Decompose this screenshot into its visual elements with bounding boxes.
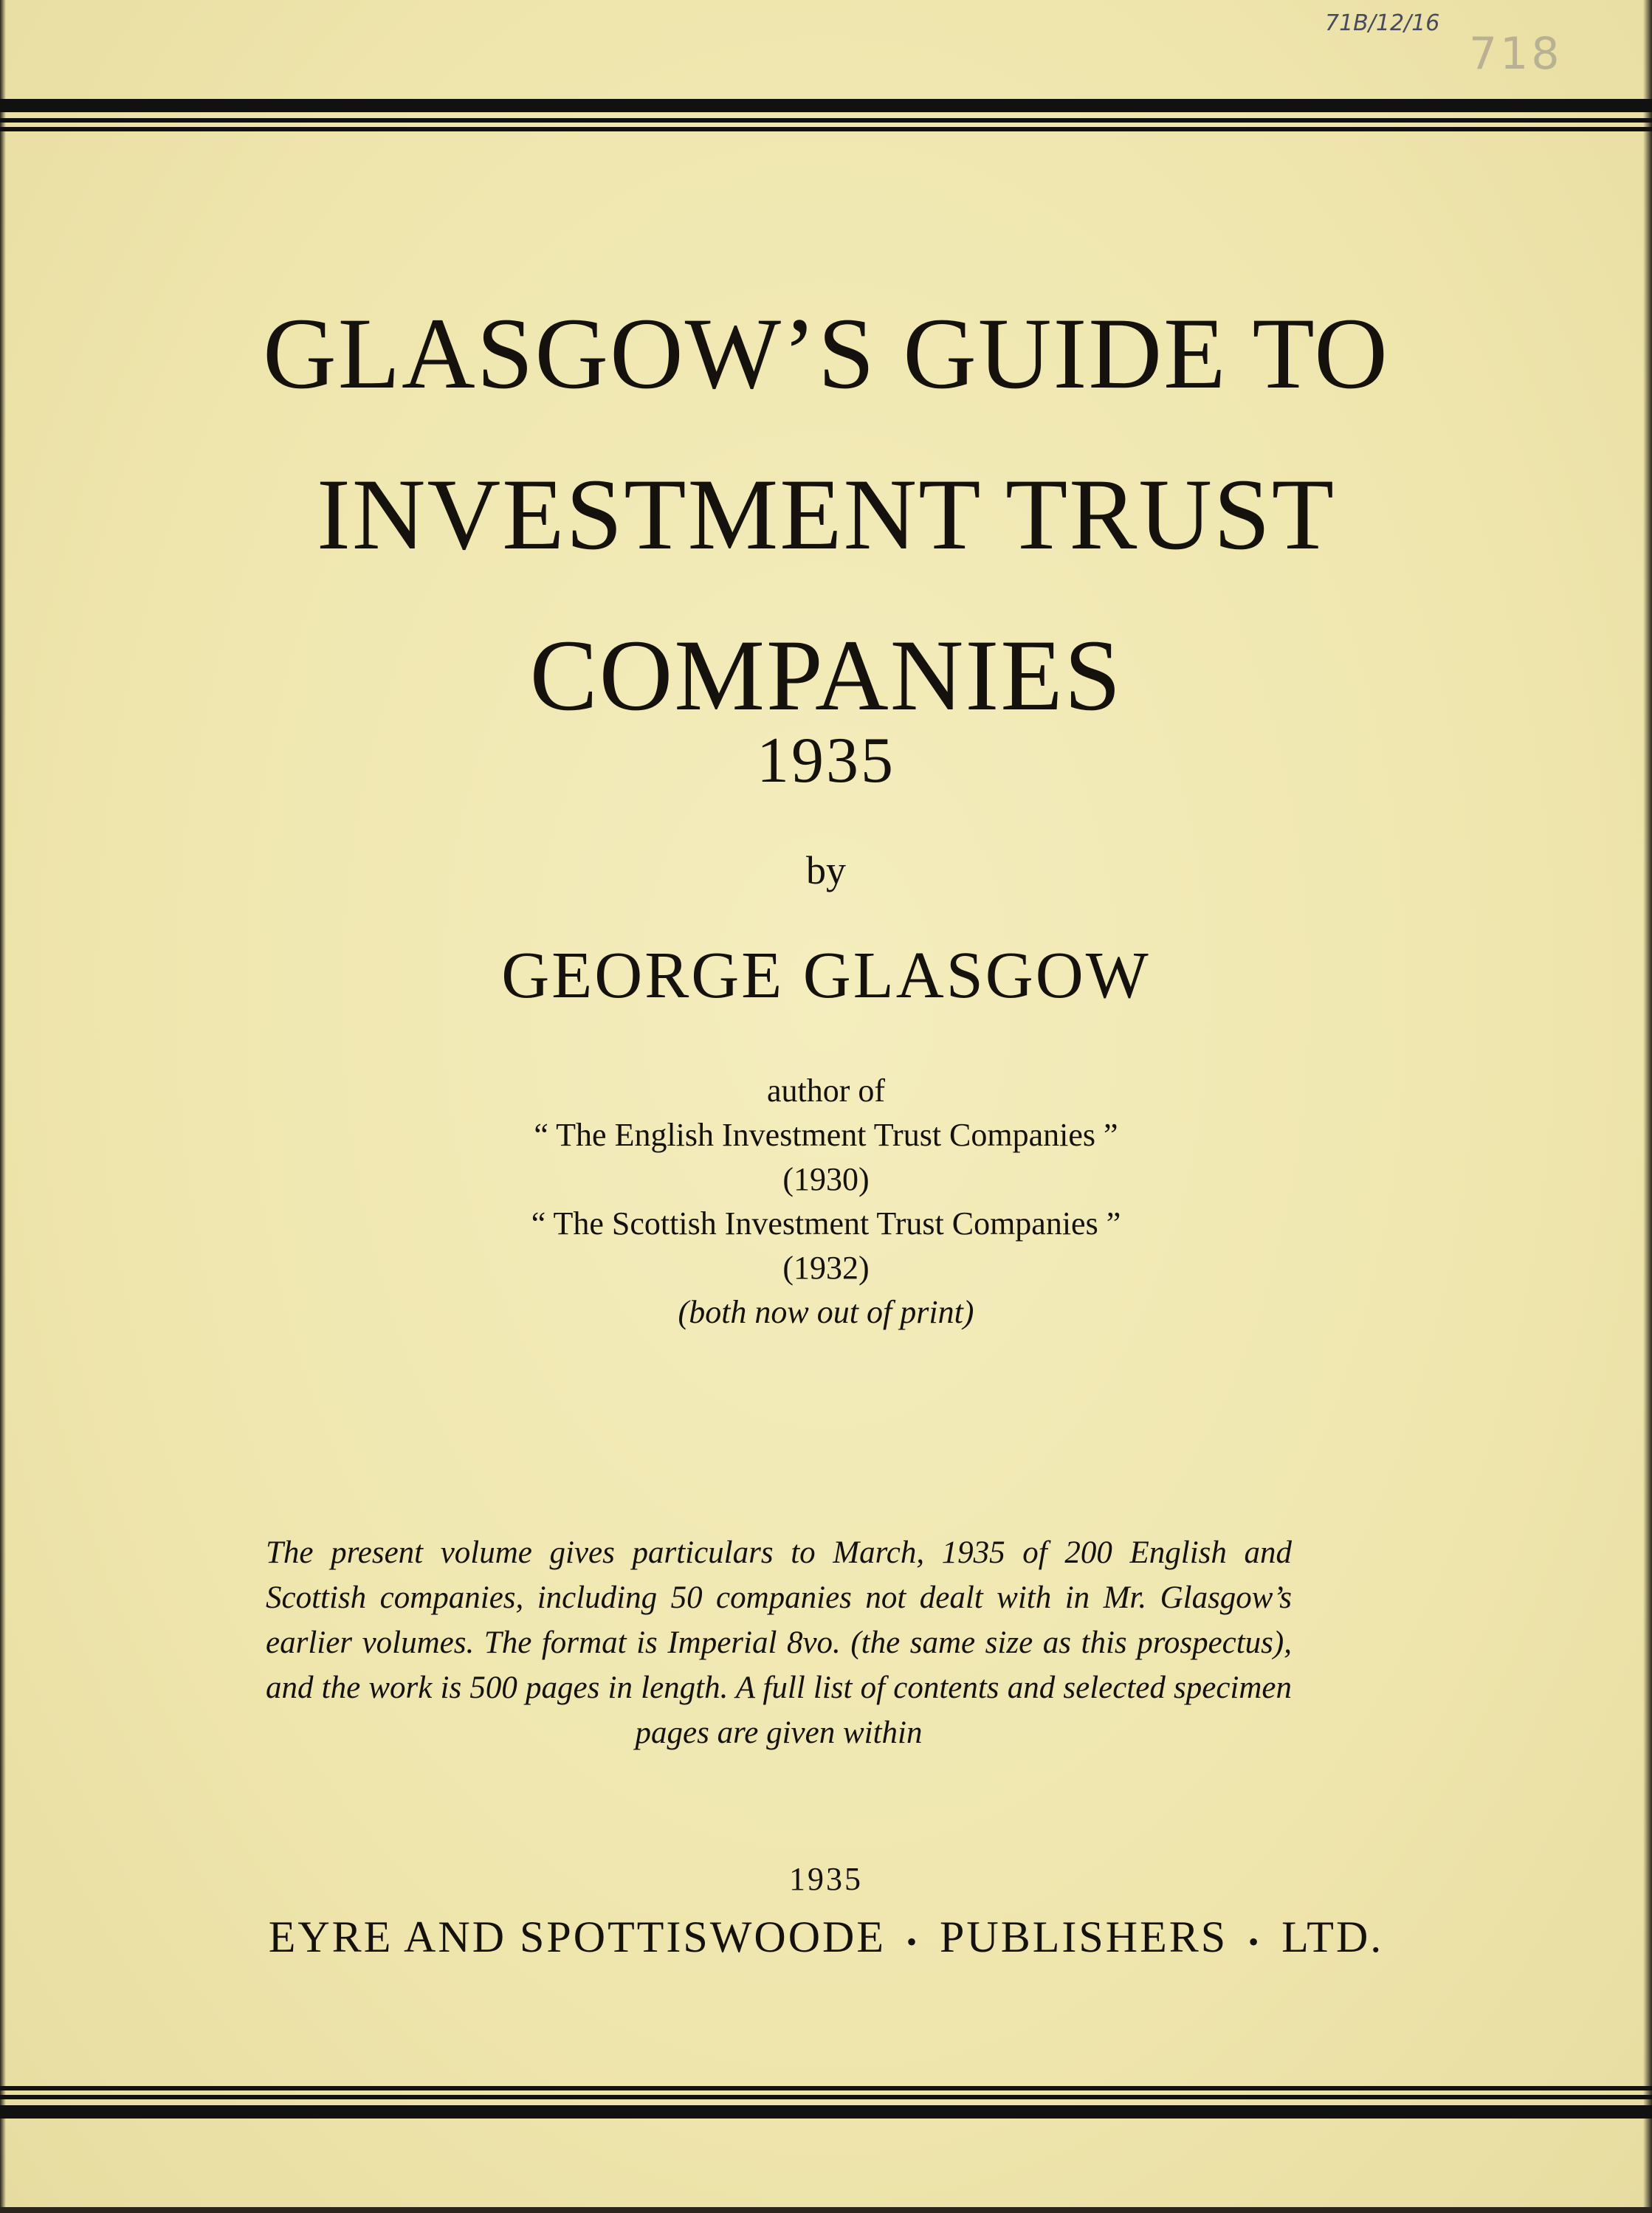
- imprint-separator-1: •: [906, 1924, 920, 1958]
- previous-work-scottish-title: “ The Scottish Investment Trust Companies ”: [531, 1205, 1121, 1242]
- by-label: by: [806, 848, 846, 892]
- title-line-1: GLASGOW’S GUIDE TO: [263, 297, 1389, 410]
- publisher-role: PUBLISHERS: [940, 1913, 1228, 1961]
- archive-shelf-mark: 71B/12/16: [1325, 10, 1440, 36]
- bottom-thick-rule: [0, 2105, 1652, 2119]
- top-thin-rule-2: [0, 127, 1652, 131]
- publication-year: 1935: [789, 1861, 863, 1897]
- title-line-3: COMPANIES: [529, 619, 1123, 732]
- title-line-2: INVESTMENT TRUST: [316, 458, 1336, 571]
- publisher-imprint: [0, 1912, 1652, 1963]
- page-title: [0, 273, 1652, 756]
- bottom-thin-rule-2: [0, 2095, 1652, 2099]
- edition-year: 1935: [757, 725, 895, 796]
- top-thick-rule: [0, 99, 1652, 112]
- previous-work-scottish-year: (1932): [782, 1250, 870, 1286]
- top-thin-rule-1: [0, 118, 1652, 123]
- page-edge-bottom: [0, 2207, 1652, 2213]
- archive-stamp: 718: [1469, 28, 1563, 80]
- previous-work-english-year: (1930): [782, 1161, 870, 1197]
- author-name: GEORGE GLASGOW: [501, 939, 1151, 1012]
- previous-works: [0, 1069, 1652, 1335]
- bottom-thin-rule-1: [0, 2086, 1652, 2090]
- out-of-print-note: (both now out of print): [678, 1294, 974, 1330]
- previous-works-intro: author of: [766, 1073, 886, 1109]
- volume-description: The present volume gives particulars to March, 1935 of 200 English and Scottish companies, including 50 companies not dealt with in Mr. Glasgow’s earlier volumes. The format is Imperial 8vo. (the same size as this prospectus), and the work is 500 pages in length. A full list of contents and selected specimen pages are given within: [266, 1535, 1292, 1750]
- previous-work-english-title: “ The English Investment Trust Companies ”: [534, 1117, 1118, 1153]
- publisher-name: EYRE AND SPOTTISWOODE: [268, 1913, 887, 1961]
- imprint-separator-2: •: [1248, 1924, 1262, 1958]
- publisher-suffix: LTD.: [1281, 1913, 1384, 1961]
